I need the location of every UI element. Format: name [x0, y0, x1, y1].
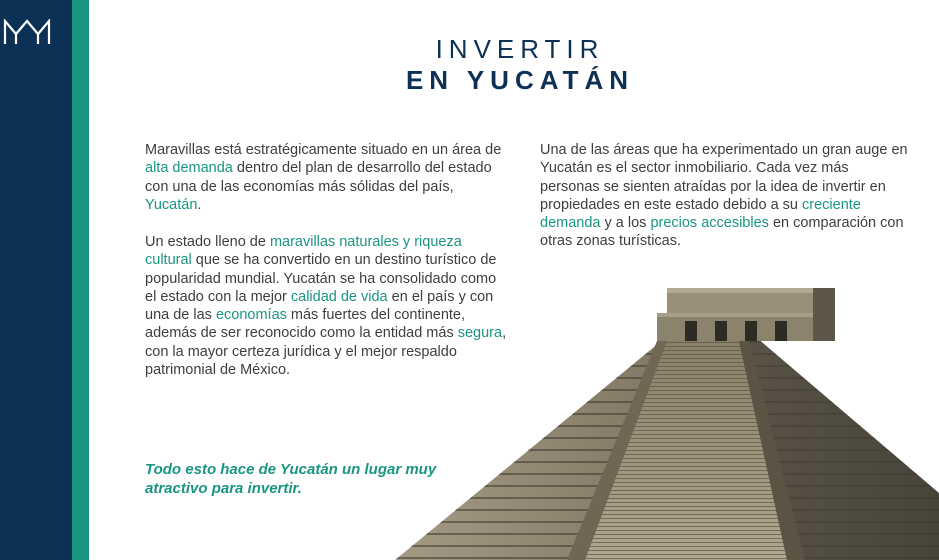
- left-paragraph-1: [145, 141, 507, 214]
- text-segment: que se ha convertido en un destino turístico de popularidad mundial. Yucatán se ha consolidado como el estado con la mejor: [145, 252, 497, 305]
- right-paragraph-1: [540, 141, 910, 251]
- text-segment: Una de las áreas que ha experimentado un gran auge en Yucatán es el sector inmobiliario. Cada vez más personas se sienten atraídas por la idea de invertir en propiedades en este estado debido a su: [540, 142, 908, 213]
- text-segment: y a los: [600, 215, 651, 232]
- text-segment: en comparación con otras zonas turísticas.: [540, 215, 904, 250]
- highlight-creciente-demanda: creciente demanda: [540, 196, 861, 232]
- mm-monogram-icon: [3, 19, 51, 45]
- text-segment: Un estado lleno de: [145, 234, 270, 250]
- highlight-precios-accesibles: precios accesibles: [650, 215, 769, 232]
- highlight-alta-demanda: alta demanda: [145, 160, 233, 177]
- closing-statement: Todo esto hace de Yucatán un lugar muy atractivo para invertir.: [145, 461, 437, 497]
- text-segment: más fuertes del continente, además de ser reconocido como la entidad más: [145, 307, 466, 342]
- text-segment: dentro del plan de desarrollo del estado con una de las economías más sólidas del país,: [145, 160, 492, 195]
- chichen-itza-pyramid-icon: [395, 283, 939, 560]
- highlight-maravillas-naturales: maravillas naturales y riqueza cultural: [145, 234, 462, 269]
- text-segment: en el país y con una de las: [145, 288, 494, 324]
- highlight-segura: segura: [457, 325, 503, 342]
- highlight-yucatan: Yucatán: [145, 196, 198, 213]
- text-segment: Maravillas está estratégicamente situado en un área de: [145, 142, 502, 158]
- page-title-line-2: EN YUCATÁN: [405, 65, 635, 95]
- highlight-economias: economías: [215, 307, 287, 324]
- highlight-calidad-de-vida: calidad de vida: [290, 288, 388, 305]
- text-segment: , con la mayor certeza jurídica y el mejor respaldo patrimonial de México.: [145, 325, 507, 379]
- text-segment: .: [197, 196, 202, 213]
- sidebar-band: [0, 0, 72, 560]
- page-title-line-1: INVERTIR: [435, 34, 605, 64]
- accent-stripe: [72, 0, 89, 560]
